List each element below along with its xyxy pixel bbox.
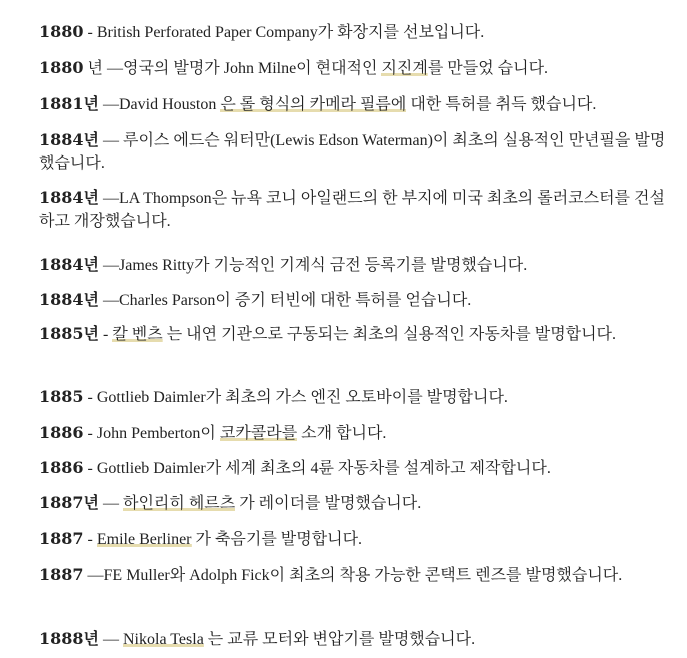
entry-separator: -	[83, 531, 97, 548]
entry-text: 를 만들었 습니다.	[427, 60, 549, 77]
entry-year: 1888년	[39, 629, 99, 648]
entry-separator: -	[99, 326, 113, 343]
entry-year: 1887	[39, 529, 84, 548]
entry-text: James Ritty가 기능적인 기계식 금전 등록기를 발명했습니다.	[119, 257, 528, 274]
entry-separator: —	[99, 132, 123, 149]
entry-separator: -	[83, 24, 97, 41]
timeline-entry	[39, 56, 669, 80]
entry-text: 영국의 발명가 John Milne이 현대적인	[123, 60, 382, 77]
entry-year: 1884년	[39, 255, 99, 274]
timeline-entry	[39, 253, 669, 277]
entry-text: 루이스 에드슨 워터만(Lewis Edson Waterman)이 최초의 실용적인 만년필을 발명했습니다.	[39, 132, 666, 172]
entry-text: 는 내연 기관으로 구동되는 최초의 실용적인 자동차를 발명합니다.	[162, 326, 617, 343]
timeline-entry	[39, 92, 669, 116]
entry-separator: -	[83, 460, 97, 477]
timeline-entry	[39, 385, 669, 409]
entry-text: Charles Parson이 증기 터빈에 대한 특허를 얻습니다.	[119, 292, 472, 309]
entry-text: 는 교류 모터와 변압기를 발명했습니다.	[203, 631, 476, 648]
timeline-entry	[39, 186, 669, 233]
entry-text: 소개 합니다.	[297, 425, 387, 442]
timeline-entry	[39, 421, 669, 445]
highlighted-link[interactable]: 코카콜라를	[219, 425, 298, 442]
highlighted-link[interactable]: 하인리히 헤르츠	[123, 495, 236, 512]
highlighted-link[interactable]: Emile Berliner	[96, 531, 192, 548]
entry-separator: —	[99, 495, 123, 512]
timeline-entry	[39, 288, 669, 312]
entry-text: 대한 특허를 취득 했습니다.	[406, 96, 597, 113]
entry-separator: 년 —	[83, 60, 123, 77]
timeline-entry	[39, 128, 669, 175]
entry-separator: —	[99, 631, 123, 648]
entry-text: John Pemberton이	[96, 425, 220, 442]
entry-text: 가 레이더를 발명했습니다.	[235, 495, 422, 512]
entry-text: LA Thompson은 뉴욕 코니 아일랜드의 한 부지에 미국 최초의 롤러코스터를 건설하고 개장했습니다.	[39, 190, 665, 230]
entry-text: 가 축음기를 발명합니다.	[191, 531, 363, 548]
entry-year: 1887	[39, 565, 84, 584]
entry-year: 1885년	[39, 324, 99, 343]
entry-separator: —	[99, 257, 119, 274]
timeline-entry	[39, 322, 669, 346]
entry-year: 1886	[39, 423, 84, 442]
entry-year: 1881년	[39, 94, 99, 113]
timeline-entry	[39, 456, 669, 480]
entry-separator: -	[83, 389, 97, 406]
entry-text: British Perforated Paper Company	[96, 24, 318, 41]
entry-separator: —	[99, 292, 119, 309]
entry-separator: —	[83, 567, 104, 584]
highlighted-link[interactable]: 칼 벤츠	[112, 326, 163, 343]
timeline-entry	[39, 20, 669, 44]
entry-separator: —	[99, 190, 119, 207]
timeline-entry	[39, 491, 669, 515]
entry-year: 1887년	[39, 493, 99, 512]
timeline-entry	[39, 527, 669, 551]
entry-year: 1886	[39, 458, 84, 477]
entry-separator: —	[99, 96, 119, 113]
entry-text: Gottlieb Daimler가 최초의 가스 엔진 오토바이를 발명합니다.	[96, 389, 508, 406]
entry-text: FE Muller와 Adolph Fick이 최초의 착용 가능한 콘택트 렌즈를 발명했습니다.	[103, 567, 623, 584]
highlighted-link[interactable]: 지진계	[381, 60, 428, 77]
timeline-entry	[39, 627, 669, 651]
entry-text: David Houston	[119, 96, 221, 113]
entry-year: 1885	[39, 387, 84, 406]
entry-year: 1880	[39, 22, 84, 41]
entry-year: 1884년	[39, 188, 99, 207]
entry-year: 1880	[39, 58, 84, 77]
entry-year: 1884년	[39, 130, 99, 149]
highlighted-link[interactable]: 은 롤 형식의 카메라 필름에	[220, 96, 407, 113]
entry-text: Gottlieb Daimler가 세계 최초의 4륜 자동차를 설계하고 제작합니다.	[96, 460, 551, 477]
highlighted-link[interactable]: Nikola Tesla	[123, 631, 204, 648]
entry-year: 1884년	[39, 290, 99, 309]
timeline-entry	[39, 563, 669, 587]
entry-separator: -	[83, 425, 97, 442]
entry-text: 가 화장지를 선보입니다.	[317, 24, 485, 41]
